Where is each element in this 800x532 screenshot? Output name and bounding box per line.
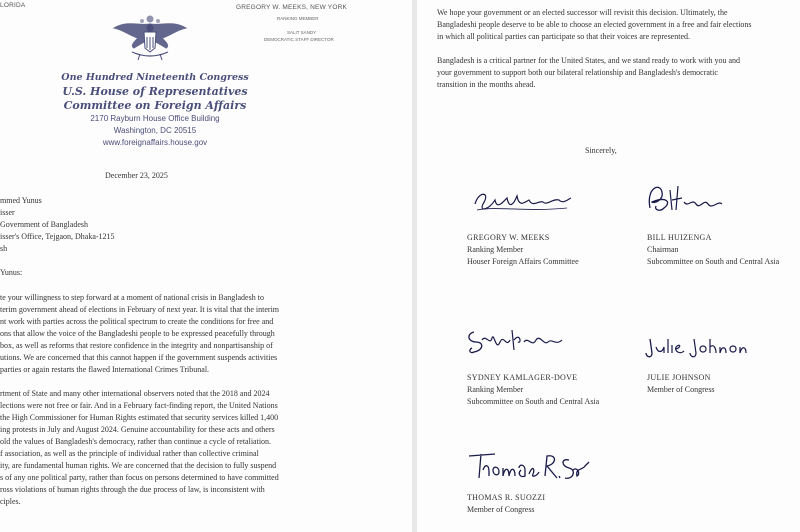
p2-para2-line: your government to support both our bilateral relationship and Bangladesh's democratic	[437, 68, 718, 77]
p2-para1-line: in which all political parties can participate so that their voices are represented.	[437, 32, 691, 41]
para2-line: rtment of State and many other international observers noted that the 2018 and 2024	[0, 389, 270, 398]
recipient-line-5: sh	[0, 244, 8, 253]
p2-para1-line: Bangladeshi people deserve to be able to choose an elected government in a free and fair elections	[437, 20, 752, 29]
para2-line: f association, as well as the principle of individual rather than collective criminal	[0, 449, 259, 458]
para1-line: utions. We are concerned that this cannot happen if the government suspends activities	[0, 353, 278, 362]
para2-line: old the values of Bangladesh's democracy, rather than continue a cycle of retaliation.	[0, 437, 272, 446]
signatory-role: Chairman	[647, 245, 679, 254]
para2-line: ity, are fundamental human rights. We are concerned that the decision to fully suspend	[0, 461, 277, 470]
ranking-member-name: GREGORY W. MEEKS, NEW YORK	[236, 4, 348, 11]
para1-line: te your willingness to step forward at a moment of national crisis in Bangladesh to	[0, 293, 264, 302]
recipient-line-2: isser	[0, 208, 15, 217]
signatory-role: Subcommittee on South and Central Asia	[647, 257, 780, 266]
signatory-role: Houser Foreign Affairs Committee	[467, 257, 579, 266]
signature-suozzi	[465, 448, 595, 488]
header-left-fragment: LORIDA	[0, 2, 26, 9]
signatory-role: Member of Congress	[647, 385, 715, 394]
signatory-name: BILL HUIZENGA	[647, 233, 712, 242]
para1-line: ons that allow the voice of the Bangladeshi people to be expressed peacefully through	[0, 329, 275, 338]
salutation: Yunus:	[0, 268, 23, 277]
signatory-name: THOMAS R. SUOZZI	[467, 493, 546, 502]
para2-line: ross violations of human rights through the due process of law, is inconsistent with	[0, 485, 265, 494]
signature-meeks	[467, 182, 577, 222]
letterhead-website: www.foreignaffairs.house.gov	[102, 138, 208, 147]
closing: Sincerely,	[585, 146, 617, 155]
p2-para1-line: We hope your government or an elected successor will revisit this decision. Ultimately, the	[437, 8, 728, 17]
letter-date: December 23, 2025	[105, 171, 168, 180]
letterhead-committee: Committee on Foreign Affairs	[63, 99, 247, 112]
para2-line: ing protests in July and August 2024. Genuine accountability for these acts and others	[0, 425, 275, 434]
para1-line: terim government ahead of elections in February of next year. It is vital that the interim	[0, 305, 280, 314]
recipient-line-3: Government of Bangladesh	[0, 220, 88, 229]
signature-kamlager-dove	[462, 322, 572, 362]
para2-line: the High Commissioner for Human Rights estimated that security services killed 1,400	[0, 413, 279, 422]
letterhead-house: U.S. House of Representatives	[62, 85, 248, 98]
ranking-member-title: RANKING MEMBER	[277, 16, 319, 21]
signatory-role: Ranking Member	[467, 385, 524, 394]
letterhead-address-2: Washington, DC 20515	[113, 126, 197, 135]
signatory-role: Ranking Member	[467, 245, 524, 254]
recipient-line-1: mmed Yunus	[0, 196, 42, 205]
para1-line: parties or again restarts the flawed International Crimes Tribunal.	[0, 365, 210, 374]
recipient-line-4: isser's Office, Tejgaon, Dhaka-1215	[0, 232, 115, 241]
signatory-role: Subcommittee on South and Central Asia	[467, 397, 600, 406]
letterhead-address-1: 2170 Rayburn House Office Building	[90, 114, 220, 123]
para2-line: s of any one political party, rather than focus on persons determined to have committed	[0, 473, 279, 482]
staff-title: DEMOCRATIC STAFF DIRECTOR	[264, 37, 334, 42]
signatory-role: Member of Congress	[467, 505, 535, 514]
signatory-name: JULIE JOHNSON	[647, 373, 711, 382]
letterhead-congress: One Hundred Nineteenth Congress	[61, 72, 249, 83]
eagle-seal-icon	[110, 10, 190, 65]
signatory-name: SYDNEY KAMLAGER-DOVE	[467, 373, 578, 382]
signatory-name: GREGORY W. MEEKS	[467, 233, 550, 242]
para2-line: lections were not free or fair. And in a February fact-finding report, the United Nations	[0, 401, 278, 410]
letter-page-2	[417, 0, 800, 532]
para2-line: ciples.	[0, 497, 21, 506]
staff-name: SALIT SANDY	[287, 30, 317, 35]
signature-huizenga	[642, 178, 732, 223]
para1-line: box, as well as reforms that restore confidence in the integrity and nonpartisanship of	[0, 341, 273, 350]
para1-line: nt work with parties across the political spectrum to create the conditions for free and	[0, 317, 274, 326]
signature-johnson	[642, 333, 752, 363]
p2-para2-line: Bangladesh is a critical partner for the United States, and we stand ready to work with you and	[437, 56, 741, 65]
p2-para2-line: transition in the months ahead.	[437, 80, 536, 89]
